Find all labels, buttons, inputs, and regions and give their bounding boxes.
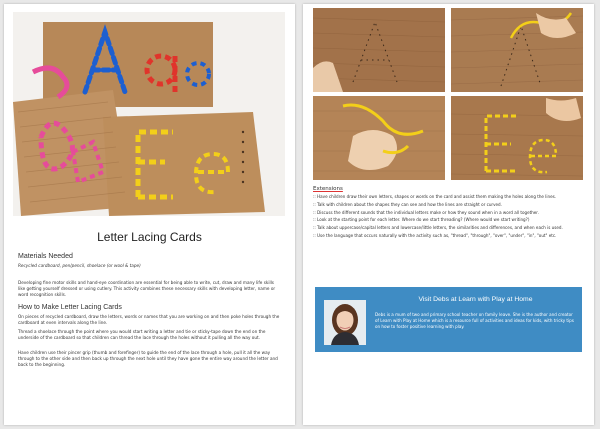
extension-item: :: Look at the starting point for each letter. Where do we start threading? (Where would we start writing?)	[313, 217, 530, 223]
author-portrait-image	[324, 300, 366, 345]
lacing-step-2-image	[451, 8, 583, 92]
intro-paragraph: Developing fine motor skills and hand-eye coordination are essential for being able to write, cut, draw and many life skills like getting yourself dressed or using cutlery. This activity combines these necessary skills with developing letter, name or word recognition skills.	[18, 280, 276, 297]
lacing-step-3-image	[313, 96, 445, 180]
lacing-step-4-image	[451, 96, 583, 180]
howto-heading: How to Make Letter Lacing Cards	[18, 304, 122, 311]
right-page	[303, 4, 594, 425]
extensions-heading: Extensions	[313, 186, 343, 192]
extension-item: :: Have children draw their own letters, shapes or words on the card and assist them making the holes along the lines.	[313, 194, 557, 199]
howto-paragraph-3: Have children use their pincer grip (thumb and forefinger) to guide the end of the lace through a hole, pull it all the way through to the other side and then back up through the next hole until they have gone the entire way around the letter and back to the beginning.	[18, 350, 278, 367]
lacing-photo-4	[451, 96, 583, 180]
extension-item: :: Use the language that occurs naturally with the activity such as, "thread", "through", "over", "under", "in", "out" etc.	[313, 232, 557, 238]
left-page	[4, 4, 295, 425]
promo-body: Debs is a mum of two and primary school teacher on family leave. She is the author and creator of Learn with Play at Home which is a resource full of activities and ideas for kids, with tricky tips on how to foster positive learning with play.	[375, 312, 574, 329]
lacing-photo-2	[451, 8, 583, 92]
lacing-photo-1	[313, 8, 445, 92]
author-avatar	[324, 300, 366, 345]
howto-paragraph-1: On pieces of recycled cardboard, draw the letters, words or names that you are working on and then poke holes through the cardboard at even intervals along the line.	[18, 314, 280, 325]
cardboard-letters-image	[13, 12, 285, 216]
page-title: Letter Lacing Cards	[97, 230, 202, 244]
promo-title[interactable]: Visit Debs at Learn with Play at Home	[418, 296, 533, 303]
extension-item: :: Talk about uppercase/capital letters and lowercase/little letters, the similarities and differences, and when each is used.	[313, 225, 563, 231]
lacing-step-1-image	[313, 8, 445, 92]
lacing-photo-3	[313, 96, 445, 180]
howto-paragraph-2: Thread a shoelace through the point where you would start writing a letter and tie or sticky-tape down the end on the underside of the cardboard so that children can thread the lace through the holes without it pulling all the way out.	[18, 329, 266, 340]
materials-list: Recycled cardboard, pen/pencil, shoelace (or wool & tape)	[18, 263, 141, 268]
extension-item: :: Discuss the different sounds that the individual letters make or how they sound when in a word all together.	[313, 209, 539, 215]
hero-photo	[13, 12, 285, 216]
extension-item: :: Talk with children about the shapes they can see and how the lines are straight or curved.	[313, 201, 502, 207]
extensions-list	[313, 194, 587, 241]
author-promo-box[interactable]	[315, 287, 582, 352]
materials-heading: Materials Needed	[18, 253, 73, 260]
